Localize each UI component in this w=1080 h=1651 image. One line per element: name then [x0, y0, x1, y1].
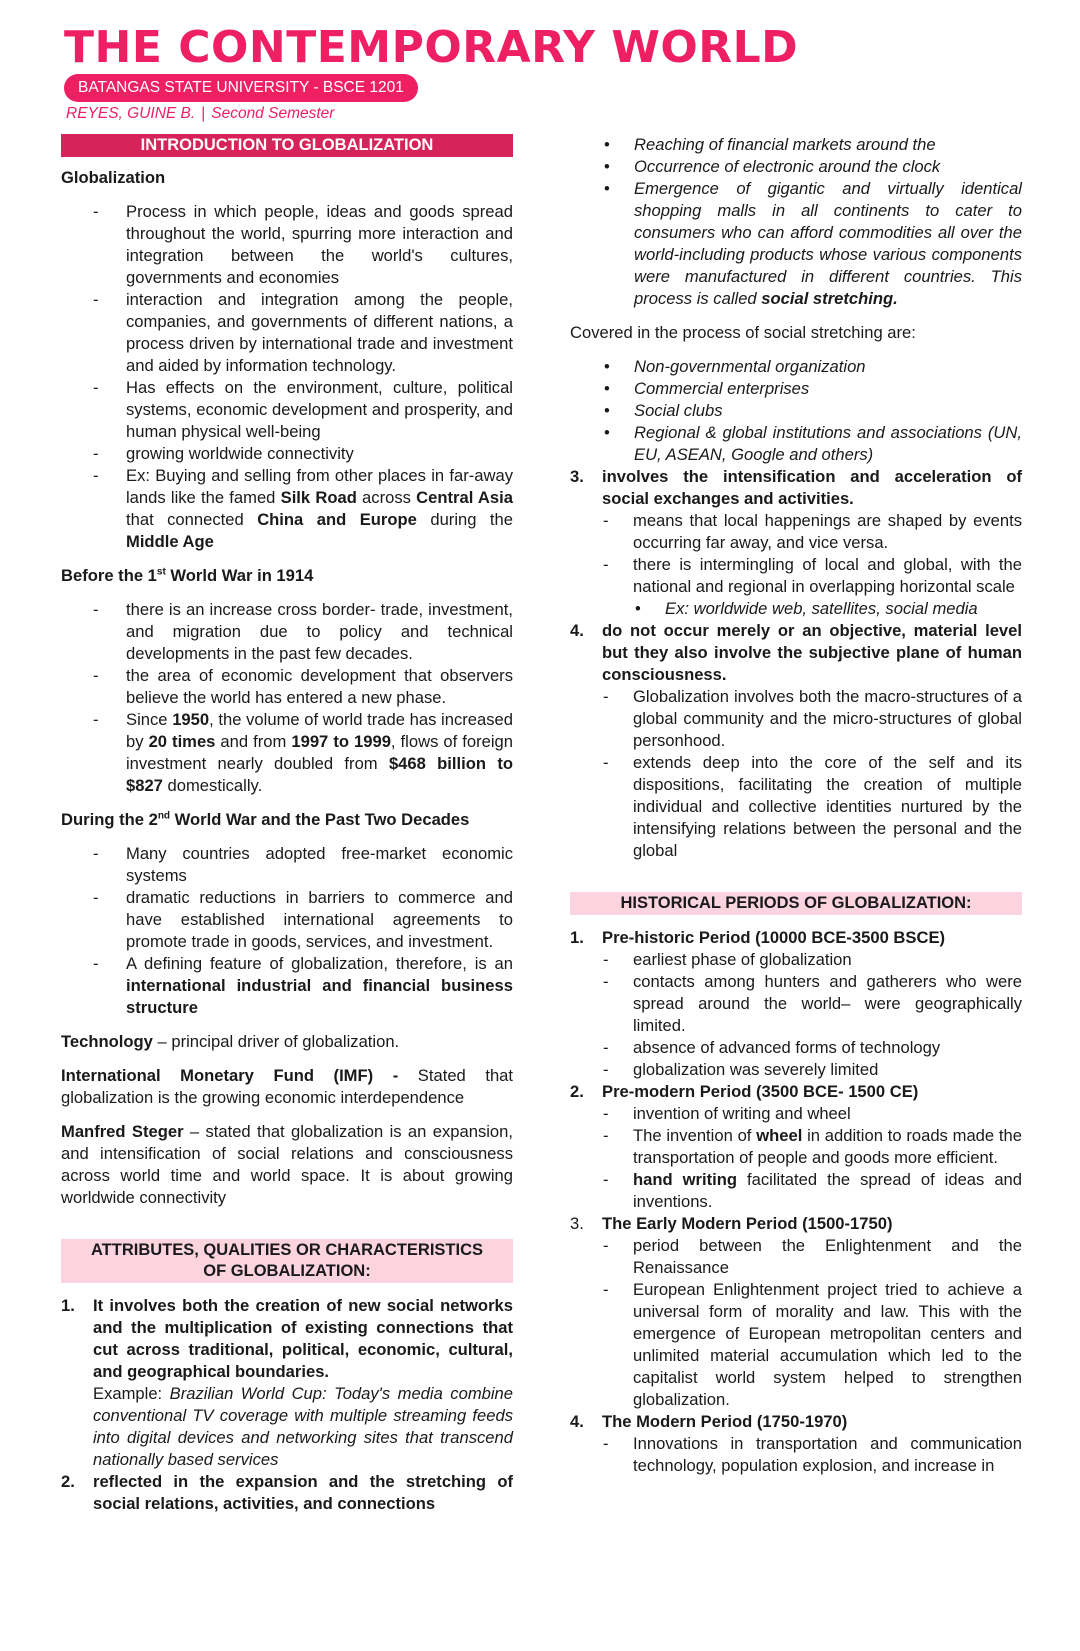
text-run: facilitated the spread of ideas and inventions. [633, 1170, 1023, 1211]
item-number: 4. [570, 1412, 584, 1431]
attribute-item-4 [570, 620, 1022, 862]
document-title: THE CONTEMPORARY WORLD [64, 22, 799, 73]
item4-sublist [602, 686, 1022, 862]
text-run: and from [215, 732, 292, 751]
text-run: , flows of foreign investment nearly doubled from [126, 732, 513, 773]
technology-paragraph [61, 1031, 513, 1053]
italic-run: Brazilian World Cup: Today's media combine conventional TV coverage with multiple streaming feeds into digital devices and networking sites that transcend nationally based services [93, 1384, 514, 1469]
period-item-1 [570, 927, 1022, 1081]
imf-paragraph [61, 1065, 513, 1109]
superscript: nd [157, 810, 171, 822]
superscript: st [156, 566, 166, 578]
text-run: World War in 1914 [165, 566, 314, 585]
period1-sublist [602, 949, 1022, 1081]
bold-run: international industrial and financial business structure [126, 976, 513, 1017]
globalization-heading: Globalization [61, 168, 166, 187]
bold-run: Manfred Steger [61, 1122, 184, 1141]
list-item: - European Enlightenment project tried to achieve a universal form of morality and law. This with the emergence of European metropolitan centers and unlimited material accumulation which led to the capitalist world system helped to strengthen globalization. [633, 1279, 1022, 1411]
attribute-item-1 [61, 1295, 513, 1471]
list-item: - growing worldwide connectivity [126, 443, 513, 465]
list-item: - Process in which people, ideas and goods spread throughout the world, spurring more interaction and integration between the world's cultures, governments and economies [126, 201, 513, 289]
list-item: • Occurrence of electronic around the clock [634, 156, 1022, 178]
text-run: , the volume of world trade has increased by [126, 710, 513, 751]
period-item-2 [570, 1081, 1022, 1213]
list-item: - there is an increase cross border- trade, investment, and migration due to policy and technical developments in the past few decades. [126, 599, 513, 665]
list-item: • Social clubs [634, 400, 1022, 422]
text-run: The invention of [633, 1126, 757, 1145]
period-title: Pre-modern Period (3500 BCE- 1500 CE) [602, 1082, 919, 1101]
ww2-list [61, 843, 513, 1019]
list-item: • Commercial enterprises [634, 378, 1022, 400]
covered-bullets [570, 356, 1022, 466]
item-lead: involves the intensification and acceleration of social exchanges and activities. [602, 467, 1022, 508]
bold-run: China and Europe [257, 510, 417, 529]
ww1-list [61, 599, 513, 797]
list-item-example [126, 465, 513, 553]
item-number: 2. [61, 1472, 75, 1491]
text-run: A defining feature of globalization, therefore, is an [126, 954, 513, 973]
globalization-list [61, 201, 513, 553]
section-band-introduction: INTRODUCTION TO GLOBALIZATION [61, 134, 513, 157]
attributes-list [61, 1295, 513, 1515]
band-line: ATTRIBUTES, QUALITIES OR CHARACTERISTICS [90, 1241, 484, 1259]
right-column [570, 134, 1022, 1477]
bold-run: International Monetary Fund (IMF) - [61, 1066, 399, 1085]
text-run: – principal driver of globalization. [152, 1032, 400, 1051]
list-item-writing [633, 1169, 1022, 1213]
list-item: - means that local happenings are shaped by events occurring far away, and vice versa. [633, 510, 1022, 554]
list-item-since [126, 709, 513, 797]
stretching-bullets [570, 134, 1022, 310]
list-item-wheel [633, 1125, 1022, 1169]
list-item: - Many countries adopted free-market economic systems [126, 843, 513, 887]
list-item: - period between the Enlightenment and the Renaissance [633, 1235, 1022, 1279]
bold-run: Technology [61, 1032, 153, 1051]
list-item: - contacts among hunters and gatherers who were spread around the world– were geographically limited. [633, 971, 1022, 1037]
list-item: - absence of advanced forms of technology [633, 1037, 1022, 1059]
attribute-item-3 [570, 466, 1022, 620]
attribute-item-2 [61, 1471, 513, 1515]
item3-example [602, 598, 1022, 620]
text-run: World War and the Past Two Decades [170, 810, 470, 829]
list-item: • Non-governmental organization [634, 356, 1022, 378]
bold-run: social stretching. [761, 289, 898, 308]
list-item: - Innovations in transportation and communication technology, population explosion, and increase in [633, 1433, 1022, 1477]
text-run: Before the 1 [61, 566, 157, 585]
bold-run: Silk Road [280, 488, 357, 507]
steger-paragraph [61, 1121, 513, 1209]
item-lead: do not occur merely or an objective, material level but they also involve the subjective plane of human consciousness. [602, 621, 1022, 684]
list-item: - earliest phase of globalization [633, 949, 1022, 971]
covered-text: Covered in the process of social stretching are: [570, 323, 916, 342]
bold-run: hand writing [633, 1170, 738, 1189]
item3-sublist [602, 510, 1022, 598]
period-title: The Early Modern Period (1500-1750) [602, 1214, 893, 1233]
bold-run: wheel [756, 1126, 803, 1145]
period4-sublist [602, 1433, 1022, 1477]
text-run: that connected [126, 510, 258, 529]
list-item: - the area of economic development that observers believe the world has entered a new phase. [126, 665, 513, 709]
list-item: • Reaching of financial markets around the [634, 134, 1022, 156]
text-run: Example: [93, 1384, 170, 1403]
semester: Second Semester [211, 105, 335, 122]
period3-sublist [602, 1235, 1022, 1411]
author-line [66, 103, 334, 125]
left-column [61, 134, 513, 1515]
item-lead: It involves both the creation of new social networks and the multiplication of existing connections that cut across traditional, political, economic, cultural, and geographical boundaries. [93, 1296, 513, 1381]
bold-run: 1950 [172, 710, 210, 729]
list-item: - extends deep into the core of the self and its dispositions, facilitating the creation of multiple individual and collective identities nurtured by the intensifying relations between the personal and the global [633, 752, 1022, 862]
item-number: 1. [61, 1296, 75, 1315]
text-run: during the [416, 510, 513, 529]
text-run: domestically. [162, 776, 263, 795]
list-item: • Ex: worldwide web, satellites, social media [665, 598, 1022, 620]
attributes-list-continued [570, 466, 1022, 862]
ww1-heading [61, 565, 513, 587]
italic-run: Emergence of gigantic and virtually identical shopping malls in all continents to cater to consumers who can afford commodities all over the world-including products whose various components were manufactured in different countries. This process is called [634, 179, 1022, 308]
bold-run: $468 billion to $827 [126, 754, 513, 795]
ww2-heading [61, 809, 513, 831]
list-item: • Regional & global institutions and associations (UN, EU, ASEAN, Google and others) [634, 422, 1022, 466]
bold-run: Central Asia [416, 488, 513, 507]
text-run: in addition to roads made the transportation of people and goods more efficient. [633, 1126, 1022, 1167]
list-item: - invention of writing and wheel [633, 1103, 1022, 1125]
period2-sublist [602, 1103, 1022, 1213]
item-example [93, 1383, 513, 1471]
author-separator: | [201, 105, 206, 122]
list-item-defining [126, 953, 513, 1019]
item-number: 2. [570, 1082, 584, 1101]
item-lead: reflected in the expansion and the stretching of social relations, activities, and connections [93, 1472, 513, 1513]
list-item: - globalization was severely limited [633, 1059, 1022, 1081]
item-number: 3. [570, 467, 584, 486]
author-name: REYES, GUINE B. [66, 105, 196, 122]
list-item: - Globalization involves both the macro-structures of a global community and the micro-structures of global personhood. [633, 686, 1022, 752]
band-line: OF GLOBALIZATION: [203, 1262, 371, 1280]
bold-run: 20 times [148, 732, 216, 751]
bold-run: Middle Age [126, 532, 214, 551]
period-item-4 [570, 1411, 1022, 1477]
text-run: During the 2 [61, 810, 158, 829]
section-band-attributes [61, 1239, 513, 1283]
text-run: across [356, 488, 417, 507]
list-item-malls [634, 178, 1022, 310]
period-title: The Modern Period (1750-1970) [602, 1412, 848, 1431]
item-number: 4. [570, 621, 584, 640]
bold-run: 1997 to 1999 [291, 732, 391, 751]
text-run: Stated that globalization is the growing economic interdependence [61, 1066, 514, 1107]
list-item: - Has effects on the environment, culture, political systems, economic development and prosperity, and human physical well-being [126, 377, 513, 443]
periods-list [570, 927, 1022, 1477]
item-number: 1. [570, 928, 584, 947]
list-item: - interaction and integration among the people, companies, and governments of different nations, a process driven by international trade and investment and aided by information technology. [126, 289, 513, 377]
section-band-periods: HISTORICAL PERIODS OF GLOBALIZATION: [570, 892, 1022, 915]
period-title: Pre-historic Period (10000 BCE-3500 BSCE) [602, 928, 946, 947]
list-item: - dramatic reductions in barriers to commerce and have established international agreements to promote trade in goods, services, and investment. [126, 887, 513, 953]
list-item: - there is intermingling of local and global, with the national and regional in overlapping horizontal scale [633, 554, 1022, 598]
period-item-3 [570, 1213, 1022, 1411]
text-run: Since [126, 710, 173, 729]
course-pill: BATANGAS STATE UNIVERSITY - BSCE 1201 [64, 74, 418, 102]
text-run: – stated that globalization is an expansion, and intensification of social relations and consciousness across world time and world space. It is about growing worldwide connectivity [61, 1122, 513, 1207]
text-run: Ex: Buying and selling from other places in far-away lands like the famed [126, 466, 513, 507]
item-number: 3. [570, 1214, 584, 1233]
